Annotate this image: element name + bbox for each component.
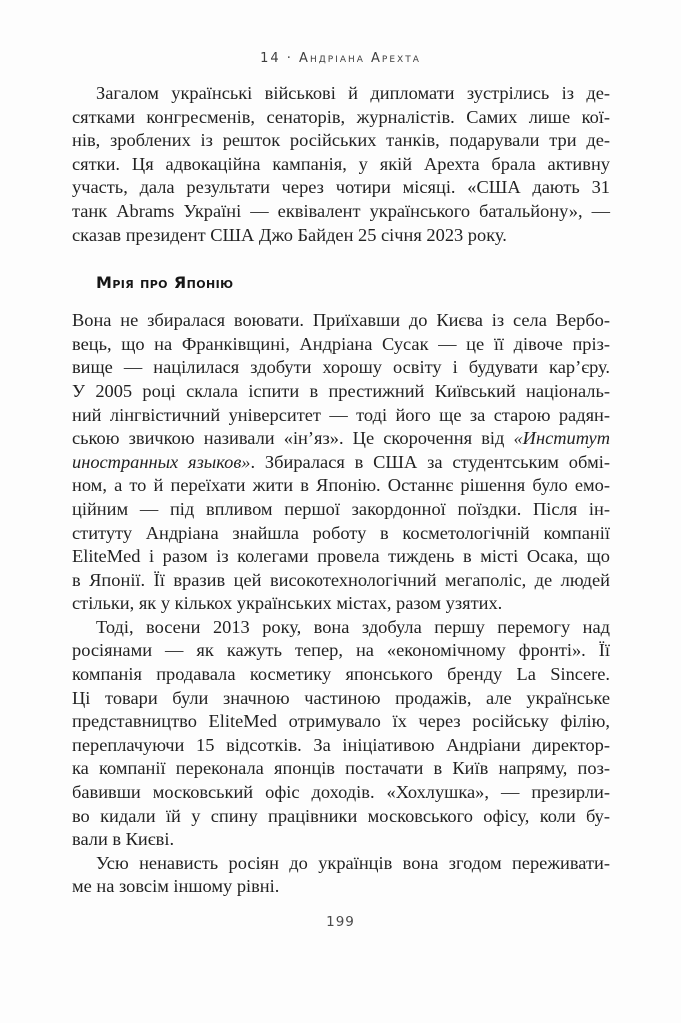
text-line: представництво EliteMed отримувало їх через російську філію, [72,711,610,732]
text-line: вець, що на Франківщині, Андріана Сусак — це її дівоче пріз- [72,333,610,354]
text-line: сятками конгресменів, сенаторів, журналістів. Самих лише кої- [72,106,610,127]
text-line: вали в Києві. [72,829,175,850]
text-line: иностранных языков». Збиралася в США за студентським обмі- [72,451,610,472]
page-content [72,82,610,899]
text-line: сказав президент США Джо Байден 25 січня 2023 року. [72,224,507,245]
text-line: Ці товари були значною частиною продажів, але українське [72,687,610,708]
text-line: ний лінгвістичний університет — тоді його ще за старою радян- [72,404,610,425]
text-line: переплачуючи 15 відсотків. За ініціативою Андріани директор- [72,734,610,755]
text-line: Загалом українські військові й дипломати зустрілись із де- [96,83,610,103]
text-line: ном, а то й переїхати жити в Японію. Останнє рішення було емо- [72,475,610,496]
text-line: ка компанії переконала японців постачати в Київ напряму, поз- [72,758,610,779]
text-line: Вона не збиралася воювати. Приїхавши до Києва із села Вербо- [72,310,610,331]
text-line: ційним — під впливом першої закордонної поїздки. Після ін- [72,498,610,519]
paragraph [72,82,610,247]
text-line: во кидали їй у спину працівники московського офісу, коли бу- [72,805,610,826]
text-line: ме на зовсім іншому рівні. [72,876,280,897]
page-number: 199 [326,914,355,930]
text-line: росіянами — як кажуть тепер, на «економічному фронті». Її [72,640,610,661]
text-line: компанія продавала косметику японського бренду La Sincere. [72,664,610,685]
paragraph [72,309,610,616]
text-line: бавивши московський офіс доходів. «Хохлушка», — презирли- [72,782,610,803]
text-line: стільки, як у кількох українських містах, разом узятих. [72,593,503,614]
section-heading: Мрія про Японію [96,273,234,293]
text-line: вище — націлилася здобути хорошу освіту і будувати кар’єру. [72,357,610,378]
text-line: Усю ненависть росіян до українців вона згодом переживати- [96,852,610,873]
text-line: сятки. Ця адвокаційна кампанія, у якій Арехта брала активну [72,153,610,174]
text-line: в Японії. Її вразив цей високотехнологічний мегаполіс, де людей [72,569,610,590]
paragraph [72,616,610,852]
text-line: ською звичкою називали «ін’яз». Це скорочення від «Институт [72,428,610,449]
text-line: У 2005 році склала іспити в престижний Київський національ- [72,380,610,401]
running-header: 14 · Андріана Арехта [260,51,421,66]
text-line: нів, зроблених із решток російських танків, подарували три де- [72,130,610,151]
text-line: участь, дала результати через чотири місяці. «США дають 31 [72,177,610,198]
text-line: EliteMed і разом із колегами провела тиждень в місті Осака, що [72,546,610,567]
paragraph [72,852,610,899]
text-line: танк Abrams Україні — еквівалент українського батальйону», — [72,200,610,221]
text-line: Тоді, восени 2013 року, вона здобула першу перемогу над [96,616,610,637]
text-line: ституту Андріана знайшла роботу в косметологічній компанії [72,522,610,543]
